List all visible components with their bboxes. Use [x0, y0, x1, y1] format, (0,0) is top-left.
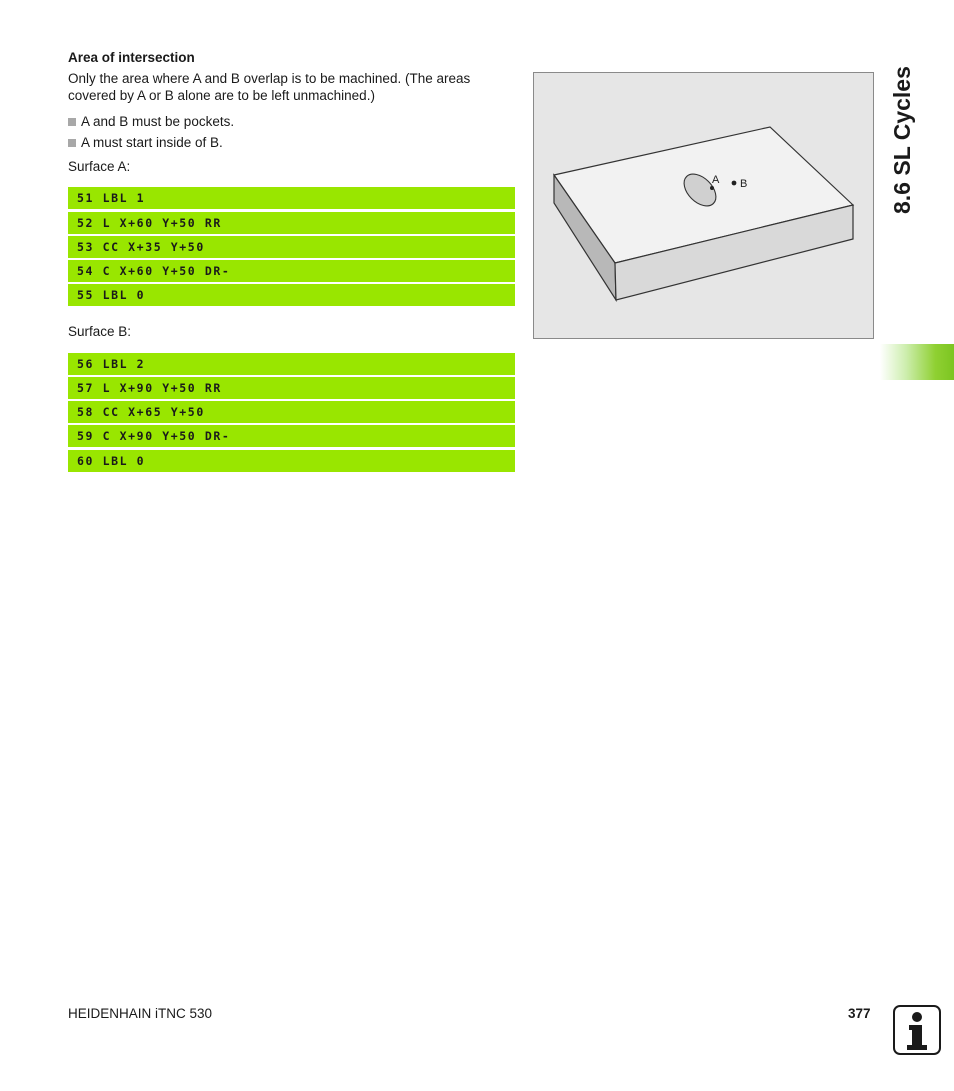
section-heading: Area of intersection [68, 50, 195, 65]
workpiece-illustration [533, 72, 874, 339]
bullet-square-icon [68, 118, 76, 126]
bullet-item [68, 114, 234, 129]
chapter-tab-marker [880, 344, 954, 380]
code-line: 53 CC X+35 Y+50 [68, 236, 515, 258]
code-line: 55 LBL 0 [68, 284, 515, 306]
label-a: A [712, 174, 720, 186]
surface-b-label: Surface B: [68, 324, 132, 339]
code-line: 56 LBL 2 [68, 353, 515, 375]
point-b-marker [732, 181, 737, 186]
description-text: Only the area where A and B overlap is to be machined. (The areas covered by A or B alone are to be left unmachined.) [68, 71, 471, 103]
code-line: 59 C X+90 Y+50 DR- [68, 425, 515, 447]
info-icon [893, 1005, 941, 1055]
footer-product: HEIDENHAIN iTNC 530 [68, 1006, 213, 1021]
bullet-text: A and B must be pockets. [81, 114, 235, 129]
code-line: 51 LBL 1 [68, 187, 515, 209]
info-glyph [895, 1007, 939, 1053]
bullet-square-icon [68, 139, 76, 147]
code-line: 57 L X+90 Y+50 RR [68, 377, 515, 399]
bullet-text: A must start inside of B. [81, 135, 223, 150]
label-b: B [740, 178, 748, 190]
code-line: 58 CC X+65 Y+50 [68, 401, 515, 423]
chapter-side-title: 8.6 SL Cycles [889, 66, 915, 214]
code-line: 54 C X+60 Y+50 DR- [68, 260, 515, 282]
point-a-marker [710, 186, 714, 190]
surface-a-label: Surface A: [68, 159, 131, 174]
code-line: 52 L X+60 Y+50 RR [68, 212, 515, 234]
workpiece-drawing [534, 73, 875, 340]
page-number: 377 [848, 1006, 871, 1021]
bullet-item [68, 135, 223, 150]
code-line: 60 LBL 0 [68, 450, 515, 472]
